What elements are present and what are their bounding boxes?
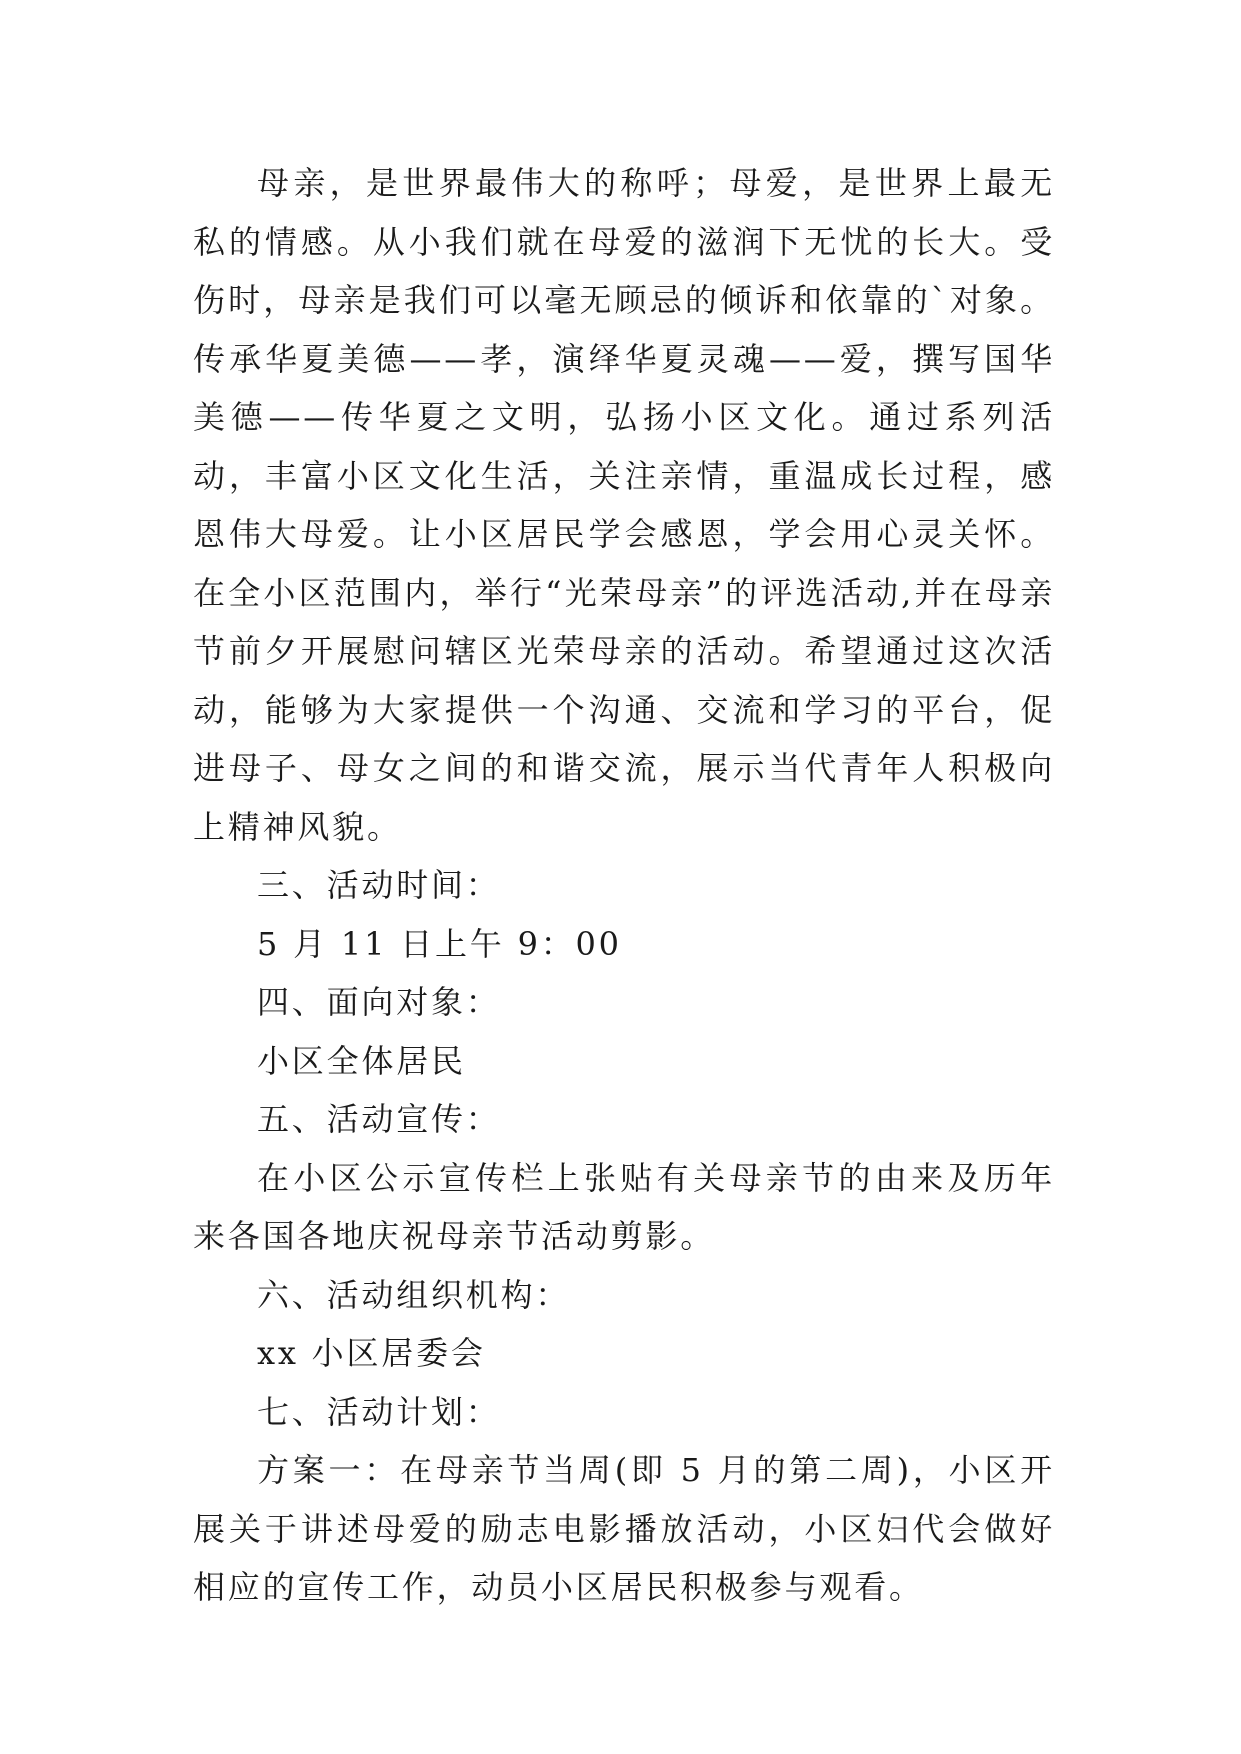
section-heading-activity-plan: 七、活动计划： <box>257 1392 501 1431</box>
activity-time-value: 5 月 11 日上午 9：00 <box>257 924 622 963</box>
plan-one-paragraph: 方案一：在母亲节当周(即 5 月的第二周)，小区开展关于讲述母爱的励志电影播放活动，小区妇代会做好相应的宣传工作，动员小区居民积极参与观看。 <box>193 1451 1055 1606</box>
organizer-value: xx 小区居委会 <box>257 1334 486 1372</box>
section-heading-activity-time: 三、活动时间： <box>257 866 501 904</box>
document-body <box>193 154 1055 1617</box>
publicity-paragraph: 在小区公示宣传栏上张贴有关母亲节的由来及历年来各国各地庆祝母亲节活动剪影。 <box>193 1158 1055 1255</box>
section-heading-organizer: 六、活动组织机构： <box>257 1275 571 1314</box>
target-audience-value: 小区全体居民 <box>257 1041 466 1080</box>
section-heading-publicity: 五、活动宣传： <box>257 1100 501 1138</box>
section-heading-target-audience: 四、面向对象： <box>257 983 501 1021</box>
intro-paragraph: 母亲，是世界最伟大的称呼；母爱，是世界上最无私的情感。从小我们就在母爱的滋润下无忧的长大。受伤时，母亲是我们可以毫无顾忌的倾诉和依靠的`对象。传承华夏美德——孝，演绎华夏灵魂——爱，撰写国华美德——传华夏之文明，弘扬小区文化。通过系列活动，丰富小区文化生活，关注亲情，重温成长过程，感恩伟大母爱。让小区居民学会感恩，学会用心灵关怀。在全小区范围内，举行“光荣母亲”的评选活动,并在母亲节前夕开展慰问辖区光荣母亲的活动。希望通过这次活动，能够为大家提供一个沟通、交流和学习的平台，促进母子、母女之间的和谐交流，展示当代青年人积极向上精神风貌。 <box>193 164 1055 846</box>
